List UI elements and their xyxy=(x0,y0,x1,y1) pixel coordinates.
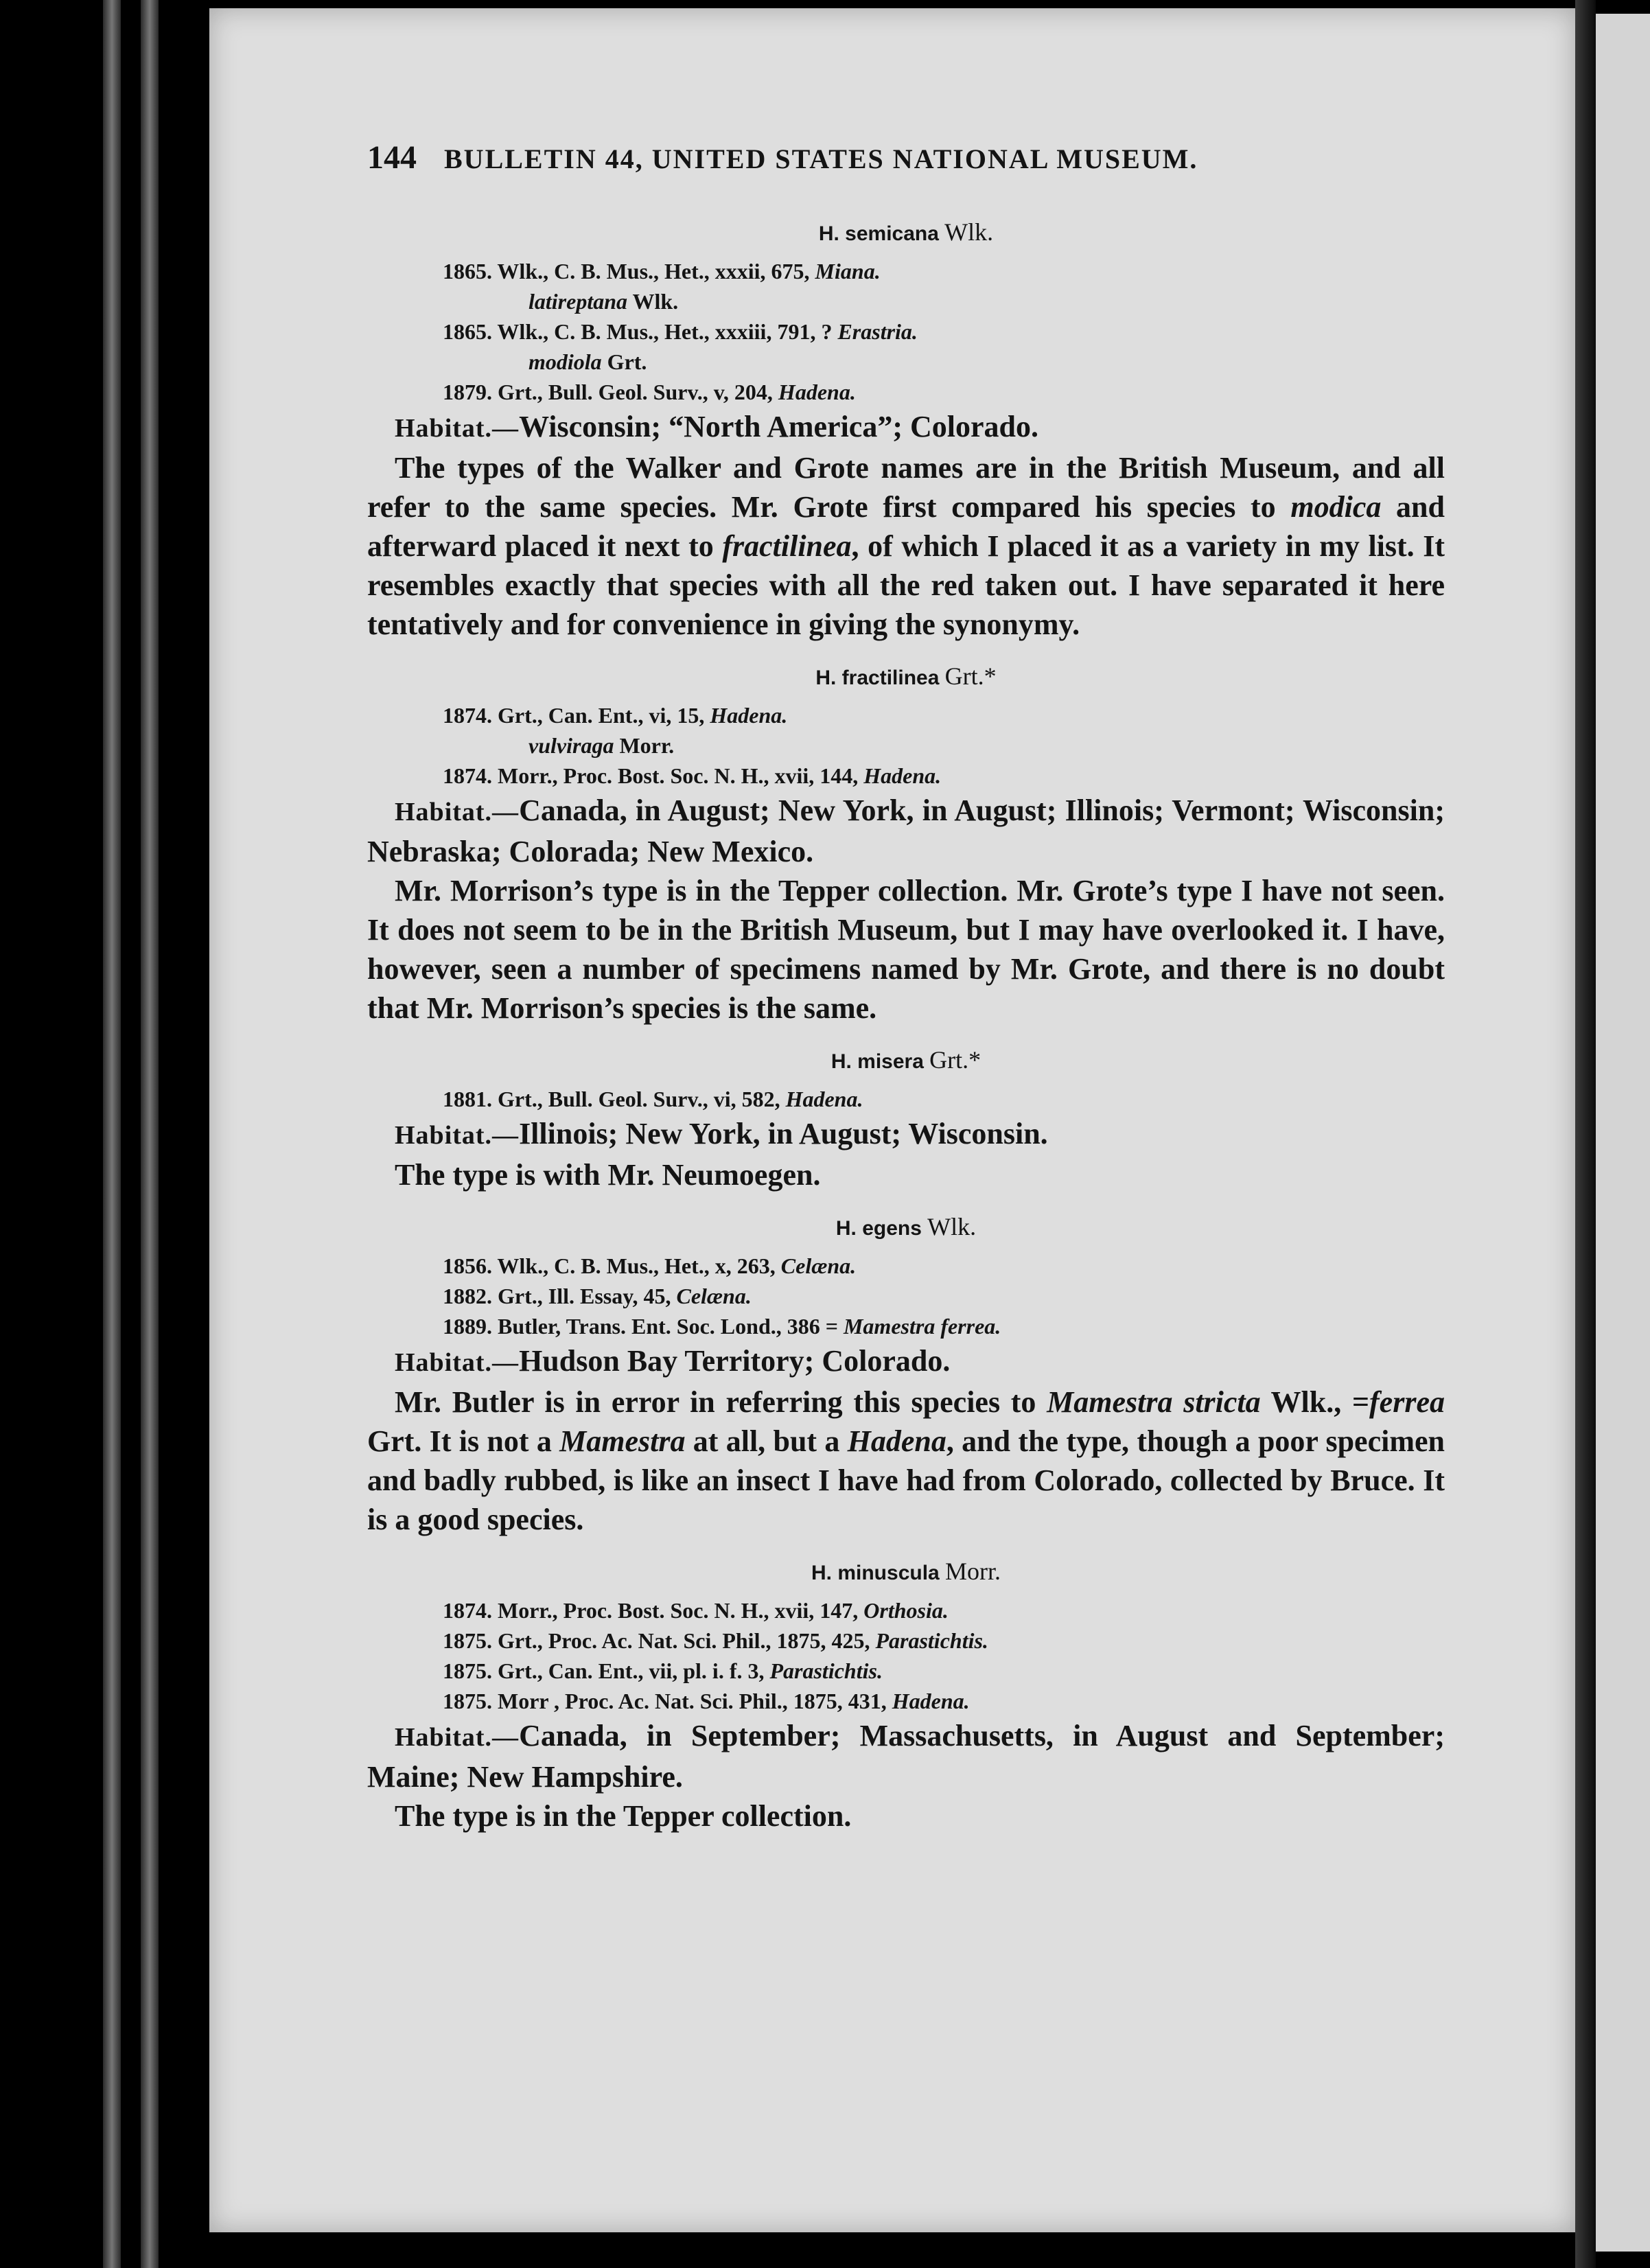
reference-list xyxy=(443,1251,1445,1341)
reference-genus: Hadena. xyxy=(778,380,856,404)
reference-year: 1875. xyxy=(443,1689,492,1713)
body-paragraph xyxy=(367,1382,1445,1539)
text-run: The type is in the Tepper collection. xyxy=(395,1799,852,1833)
reference-year: 1879. xyxy=(443,380,492,404)
text-run: at all, but a xyxy=(685,1424,848,1458)
reference-year: 1865. xyxy=(443,259,492,284)
reference-year: 1875. xyxy=(443,1628,492,1653)
reference-genus: Celæna. xyxy=(676,1284,752,1308)
species-author: Grt.* xyxy=(929,1046,981,1074)
synonym-name: vulviraga xyxy=(528,733,614,758)
binding-strip xyxy=(103,0,121,2268)
text-run: and afterward placed it next to xyxy=(367,490,1445,563)
italic-term: modica xyxy=(1290,490,1382,524)
habitat-text: Canada, in September; Massachusetts, in August and September; Maine; New Hampshire. xyxy=(367,1719,1445,1794)
species-title xyxy=(367,1045,1445,1074)
reference-line xyxy=(443,1084,1445,1114)
text-run: Grt. It is not a xyxy=(367,1424,560,1458)
reference-line xyxy=(443,1656,1445,1686)
text-run: Wlk., = xyxy=(1260,1385,1370,1419)
reference-year: 1874. xyxy=(443,763,492,788)
species-title xyxy=(367,218,1445,246)
running-head xyxy=(367,139,1445,176)
species-author: Wlk. xyxy=(927,1213,977,1240)
habitat-label: Habitat.— xyxy=(395,1348,520,1377)
reference-genus: Parastichtis. xyxy=(769,1658,883,1683)
habitat-paragraph xyxy=(367,1341,1445,1382)
reference-year: 1874. xyxy=(443,703,492,728)
binding-strip xyxy=(141,0,159,2268)
species-name: H. semicana xyxy=(818,222,939,245)
body-paragraph xyxy=(367,1796,1445,1836)
species-title xyxy=(367,1212,1445,1241)
text-run: Mr. Butler is in error in referring this species to xyxy=(395,1385,1047,1419)
habitat-text: Illinois; New York, in August; Wisconsin. xyxy=(519,1117,1048,1150)
reference-year: 1875. xyxy=(443,1658,492,1683)
page-gutter-shadow xyxy=(1575,0,1596,2268)
reference-year: 1881. xyxy=(443,1087,492,1111)
reference-genus: Hadena. xyxy=(710,703,788,728)
facing-page-edge xyxy=(1596,14,1650,2252)
reference-list xyxy=(443,256,1445,407)
reference-genus: Miana. xyxy=(815,259,881,284)
habitat-label: Habitat.— xyxy=(395,798,520,826)
synonym-line xyxy=(528,730,1445,761)
reference-line xyxy=(443,256,1445,286)
text-run: The type is with Mr. Neumoegen. xyxy=(395,1158,821,1192)
italic-term: Mamestra xyxy=(559,1424,686,1458)
reference-citation: Grt., Can. Ent., vi, 15, xyxy=(498,703,705,728)
synonym-line xyxy=(528,347,1445,377)
reference-list xyxy=(443,1084,1445,1114)
reference-citation: Wlk., C. B. Mus., Het., x, 263, xyxy=(497,1253,776,1278)
italic-term: fractilinea xyxy=(722,529,852,563)
body-paragraph xyxy=(367,448,1445,644)
book-page xyxy=(209,8,1575,2232)
reference-genus: Erastria. xyxy=(837,319,918,344)
species-name: H. misera xyxy=(830,1050,924,1073)
reference-line xyxy=(443,1625,1445,1656)
species-name: H. fractilinea xyxy=(815,667,940,689)
habitat-label: Habitat.— xyxy=(395,1121,520,1150)
reference-genus: Mamestra ferrea. xyxy=(843,1314,1001,1339)
synonym-line xyxy=(528,286,1445,316)
italic-term: ferrea xyxy=(1369,1385,1445,1419)
species-author: Morr. xyxy=(944,1558,1001,1585)
synonym-name: latireptana xyxy=(528,289,628,314)
synonym-author: Morr. xyxy=(619,733,675,758)
page-number: 144 xyxy=(367,139,417,176)
running-title: BULLETIN 44, UNITED STATES NATIONAL MUSEUM. xyxy=(444,143,1198,174)
reference-line xyxy=(443,377,1445,407)
reference-citation: Butler, Trans. Ent. Soc. Lond., 386 = xyxy=(498,1314,838,1339)
species-author: Wlk. xyxy=(944,218,994,246)
reference-citation: Morr., Proc. Bost. Soc. N. H., xvii, 144, xyxy=(498,763,859,788)
reference-citation: Wlk., C. B. Mus., Het., xxxii, 675, xyxy=(497,259,810,284)
reference-genus: Orthosia. xyxy=(863,1598,949,1623)
reference-citation: Morr., Proc. Bost. Soc. N. H., xvii, 147, xyxy=(498,1598,859,1623)
reference-line xyxy=(443,761,1445,791)
habitat-label: Habitat.— xyxy=(395,1723,520,1752)
reference-line xyxy=(443,1595,1445,1625)
habitat-text: Wisconsin; “North America”; Colorado. xyxy=(519,410,1038,443)
reference-citation: Grt., Can. Ent., vii, pl. i. f. 3, xyxy=(498,1658,765,1683)
species-author: Grt.* xyxy=(944,662,997,690)
body-paragraph xyxy=(367,1155,1445,1194)
text-run: , of which I placed it as a variety in my list. It resembles exactly that species with all the red taken out. I have separated it here tentatively and for convenience in giving the synonymy. xyxy=(367,529,1445,641)
reference-line xyxy=(443,1311,1445,1341)
reference-list xyxy=(443,700,1445,791)
habitat-paragraph xyxy=(367,407,1445,448)
reference-genus: Hadena. xyxy=(892,1689,970,1713)
italic-term: Mamestra stricta xyxy=(1047,1385,1261,1419)
synonym-name: modiola xyxy=(528,349,602,374)
habitat-paragraph xyxy=(367,1716,1445,1796)
reference-citation: Grt., Proc. Ac. Nat. Sci. Phil., 1875, 425, xyxy=(498,1628,870,1653)
species-title xyxy=(367,662,1445,691)
species-title xyxy=(367,1557,1445,1586)
reference-year: 1889. xyxy=(443,1314,492,1339)
italic-term: Hadena xyxy=(847,1424,946,1458)
habitat-text: Hudson Bay Territory; Colorado. xyxy=(519,1344,951,1378)
species-name: H. egens xyxy=(835,1217,922,1240)
reference-genus: Hadena. xyxy=(785,1087,863,1111)
habitat-label: Habitat.— xyxy=(395,414,520,443)
reference-year: 1874. xyxy=(443,1598,492,1623)
text-run: Mr. Morrison’s type is in the Tepper collection. Mr. Grote’s type I have not seen. It does not seem to be in the British Museum, but I may have overlooked it. I have, however, seen a number of specimens named by Mr. Grote, and there is no doubt that Mr. Morrison’s species is the same. xyxy=(367,874,1445,1025)
reference-citation: Grt., Bull. Geol. Surv., vi, 582, xyxy=(498,1087,780,1111)
habitat-paragraph xyxy=(367,791,1445,871)
reference-line xyxy=(443,1251,1445,1281)
text-run: The types of the Walker and Grote names are in the British Museum, and all refer to the same species. Mr. Grote first compared his species to xyxy=(367,451,1445,524)
page-content xyxy=(367,139,1445,1836)
reference-line xyxy=(443,1281,1445,1311)
habitat-paragraph xyxy=(367,1114,1445,1155)
reference-genus: Parastichtis. xyxy=(875,1628,988,1653)
species-name: H. minuscula xyxy=(811,1562,940,1584)
reference-genus: Celæna. xyxy=(780,1253,857,1278)
reference-citation: Grt., Bull. Geol. Surv., v, 204, xyxy=(498,380,773,404)
habitat-text: Canada, in August; New York, in August; Illinois; Vermont; Wisconsin; Nebraska; Colorada; New Mexico. xyxy=(367,794,1445,868)
body-paragraph xyxy=(367,871,1445,1028)
synonym-author: Grt. xyxy=(607,349,647,374)
reference-genus: Hadena. xyxy=(863,763,942,788)
reference-citation: Grt., Ill. Essay, 45, xyxy=(498,1284,671,1308)
reference-list xyxy=(443,1595,1445,1716)
reference-year: 1865. xyxy=(443,319,492,344)
reference-line xyxy=(443,1686,1445,1716)
text-run: , and the type, though a poor specimen and badly rubbed, is like an insect I have had from Colorado, collected by Bruce. It is a good species. xyxy=(367,1424,1445,1536)
reference-line xyxy=(443,700,1445,730)
reference-citation: Wlk., C. B. Mus., Het., xxxiii, 791, ? xyxy=(497,319,833,344)
reference-year: 1856. xyxy=(443,1253,492,1278)
reference-citation: Morr , Proc. Ac. Nat. Sci. Phil., 1875, 431, xyxy=(498,1689,887,1713)
reference-year: 1882. xyxy=(443,1284,492,1308)
species-sections xyxy=(367,218,1445,1836)
reference-line xyxy=(443,316,1445,347)
synonym-author: Wlk. xyxy=(632,289,679,314)
